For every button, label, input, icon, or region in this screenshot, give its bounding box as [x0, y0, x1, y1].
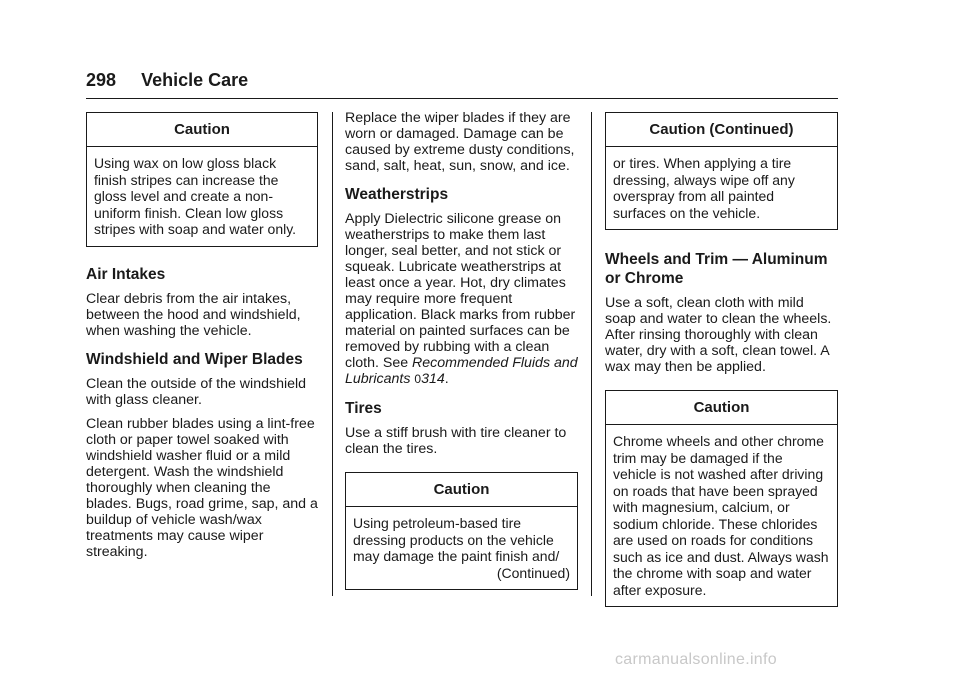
heading-windshield: Windshield and Wiper Blades: [86, 350, 303, 368]
air-intakes-text: Clear debris from the air intakes, between the hood and windshield, when washing the vehicle.: [86, 290, 301, 339]
page-header: [86, 70, 248, 91]
weatherstrips-body: Apply Dielectric silicone grease on weatherstrips to make them last longer, seal better, and not stick or squeak. Lubricate weatherstrips at least once a year. Hot, dry climates may require more frequent application. Black marks from rubber material on painted surfaces can be removed by rubbing with a clean cloth. See: [345, 211, 576, 371]
windshield-text-2: Clean rubber blades using a lint-free cloth or paper towel soaked with windshield washer fluid or a mild detergent. Wash the windshield thoroughly when cleaning the blades. Bugs, road grime, sap, and a buildup of vehicle wash/wax treatments may cause wiper streaking.: [86, 415, 318, 560]
caution-body: [346, 507, 577, 589]
section-title: Vehicle Care: [141, 70, 249, 90]
heading-air-intakes: Air Intakes: [86, 265, 166, 283]
column-2: [345, 110, 578, 590]
caution-title: Caution (Continued): [606, 113, 837, 147]
caution-box-tire: [345, 472, 578, 590]
ref-period: .: [444, 371, 449, 387]
cross-reference-page[interactable]: 314: [421, 371, 445, 387]
column-3: [605, 112, 838, 607]
caution-box-continued: [605, 112, 838, 230]
windshield-text-1: Clean the outside of the windshield with glass cleaner.: [86, 375, 307, 408]
caution-title: Caution: [606, 391, 837, 425]
page-arrow-icon: 0: [414, 372, 422, 386]
tires-text: Use a stiff brush with tire cleaner to clean the tires.: [345, 425, 567, 457]
caution-text: Using petroleum-based tire dressing products on the vehicle may damage the paint finish and/: [353, 515, 560, 564]
header-rule: [86, 98, 838, 99]
caution-box-wax: [86, 112, 318, 247]
caution-title: Caution: [87, 113, 317, 147]
caution-text: Chrome wheels and other chrome trim may be damaged if the vehicle is not washed after driving on roads that have been sprayed with magnesium, calcium, or sodium chloride. These chlorides are used on roads for conditions such as ice and dust. Always wash the chrome with soap and water after exposure.: [613, 433, 829, 598]
caution-title: Caution: [346, 473, 577, 507]
wiper-replace-text: Replace the wiper blades if they are worn or damaged. Damage can be caused by extreme dusty conditions, sand, salt, heat, sun, snow, and ice.: [345, 110, 575, 174]
column-divider-1: [332, 112, 333, 596]
continued-label: (Continued): [496, 564, 570, 581]
page-number: 298: [86, 70, 117, 90]
weatherstrips-text: [345, 211, 578, 387]
caution-text: Using wax on low gloss black finish stripes can increase the gloss level and create a non-uniform finish. Clean low gloss stripes with soap and water only.: [94, 155, 297, 237]
heading-wheels: Wheels and Trim — Aluminum or Chrome: [605, 251, 828, 287]
caution-text: or tires. When applying a tire dressing, always wipe off any overspray from all painted surfaces on the vehicle.: [613, 155, 795, 221]
column-1: [86, 112, 318, 560]
cross-reference-link[interactable]: Recommended Fluids and Lubricants: [345, 355, 578, 387]
heading-weatherstrips: Weatherstrips: [345, 186, 449, 203]
heading-tires: Tires: [345, 400, 382, 417]
wheels-text: Use a soft, clean cloth with mild soap and water to clean the wheels. After rinsing thoroughly with clean water, dry with a soft, clean towel. A wax may then be applied.: [605, 295, 832, 375]
watermark: carmanualsonline.info: [615, 651, 777, 668]
column-divider-2: [591, 112, 592, 596]
caution-box-chrome: [605, 390, 838, 607]
